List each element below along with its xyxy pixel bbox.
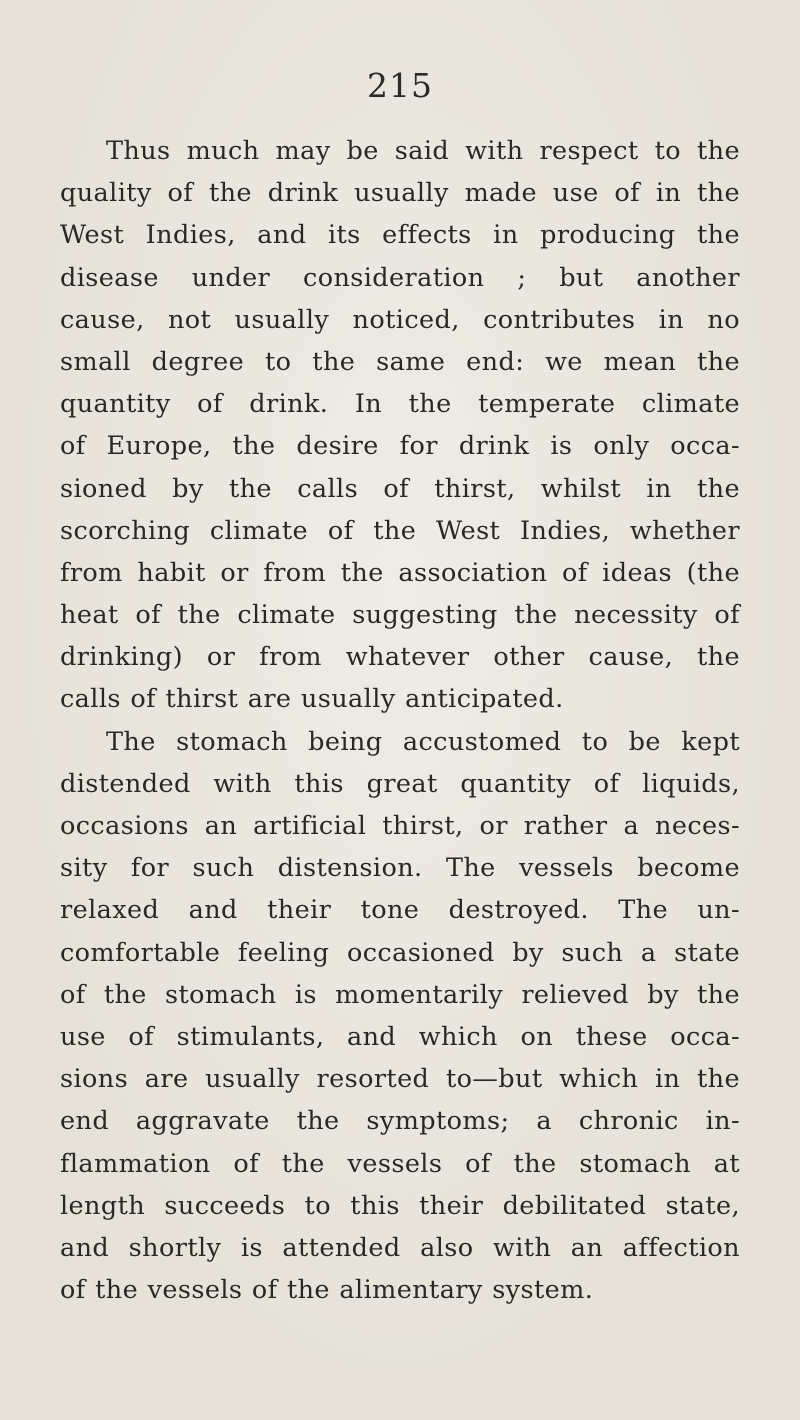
text-line: distended with this great quantity of liquids, — [60, 768, 740, 799]
text-line: disease under consideration ; but another — [60, 262, 740, 293]
text-line: relaxed and their tone destroyed. The un- — [60, 895, 740, 926]
text-line: sions are usually resorted to—but which in the — [60, 1064, 740, 1095]
text-line: end aggravate the symptoms; a chronic in- — [60, 1106, 740, 1137]
text-line: occasions an artificial thirst, or rather a neces- — [60, 811, 740, 841]
text-line: sity for such distension. The vessels become — [60, 853, 740, 884]
text-line: heat of the climate suggesting the necessity of — [60, 600, 740, 631]
body-text — [60, 130, 740, 1311]
page-number: 215 — [367, 66, 433, 105]
text-line: from habit or from the association of ideas (the — [60, 557, 740, 588]
text-line: of the vessels of the alimentary system. — [60, 1275, 594, 1306]
text-line: quantity of drink. In the temperate climate — [60, 389, 740, 420]
text-line: cause, not usually noticed, contributes in no — [60, 304, 740, 335]
text-line: scorching climate of the West Indies, whether — [60, 515, 740, 546]
text-line: small degree to the same end: we mean the — [60, 346, 740, 377]
text-line: The stomach being accustomed to be kept — [106, 726, 740, 757]
text-line: calls of thirst are usually anticipated. — [60, 684, 564, 715]
text-line: and shortly is attended also with an affection — [60, 1232, 740, 1263]
text-line: flammation of the vessels of the stomach at — [60, 1148, 740, 1179]
text-line: quality of the drink usually made use of in the — [60, 178, 740, 209]
text-line: use of stimulants, and which on these occa- — [60, 1021, 740, 1052]
text-line: sioned by the calls of thirst, whilst in the — [60, 473, 740, 504]
text-line: Thus much may be said with respect to the — [106, 136, 740, 166]
text-line: West Indies, and its effects in producing the — [60, 220, 740, 251]
text-line: of Europe, the desire for drink is only occa- — [60, 431, 740, 462]
text-line: comfortable feeling occasioned by such a state — [60, 937, 740, 968]
text-line: length succeeds to this their debilitated state, — [60, 1190, 740, 1221]
text-line: of the stomach is momentarily relieved by the — [60, 979, 740, 1010]
text-line: drinking) or from whatever other cause, the — [60, 642, 740, 673]
